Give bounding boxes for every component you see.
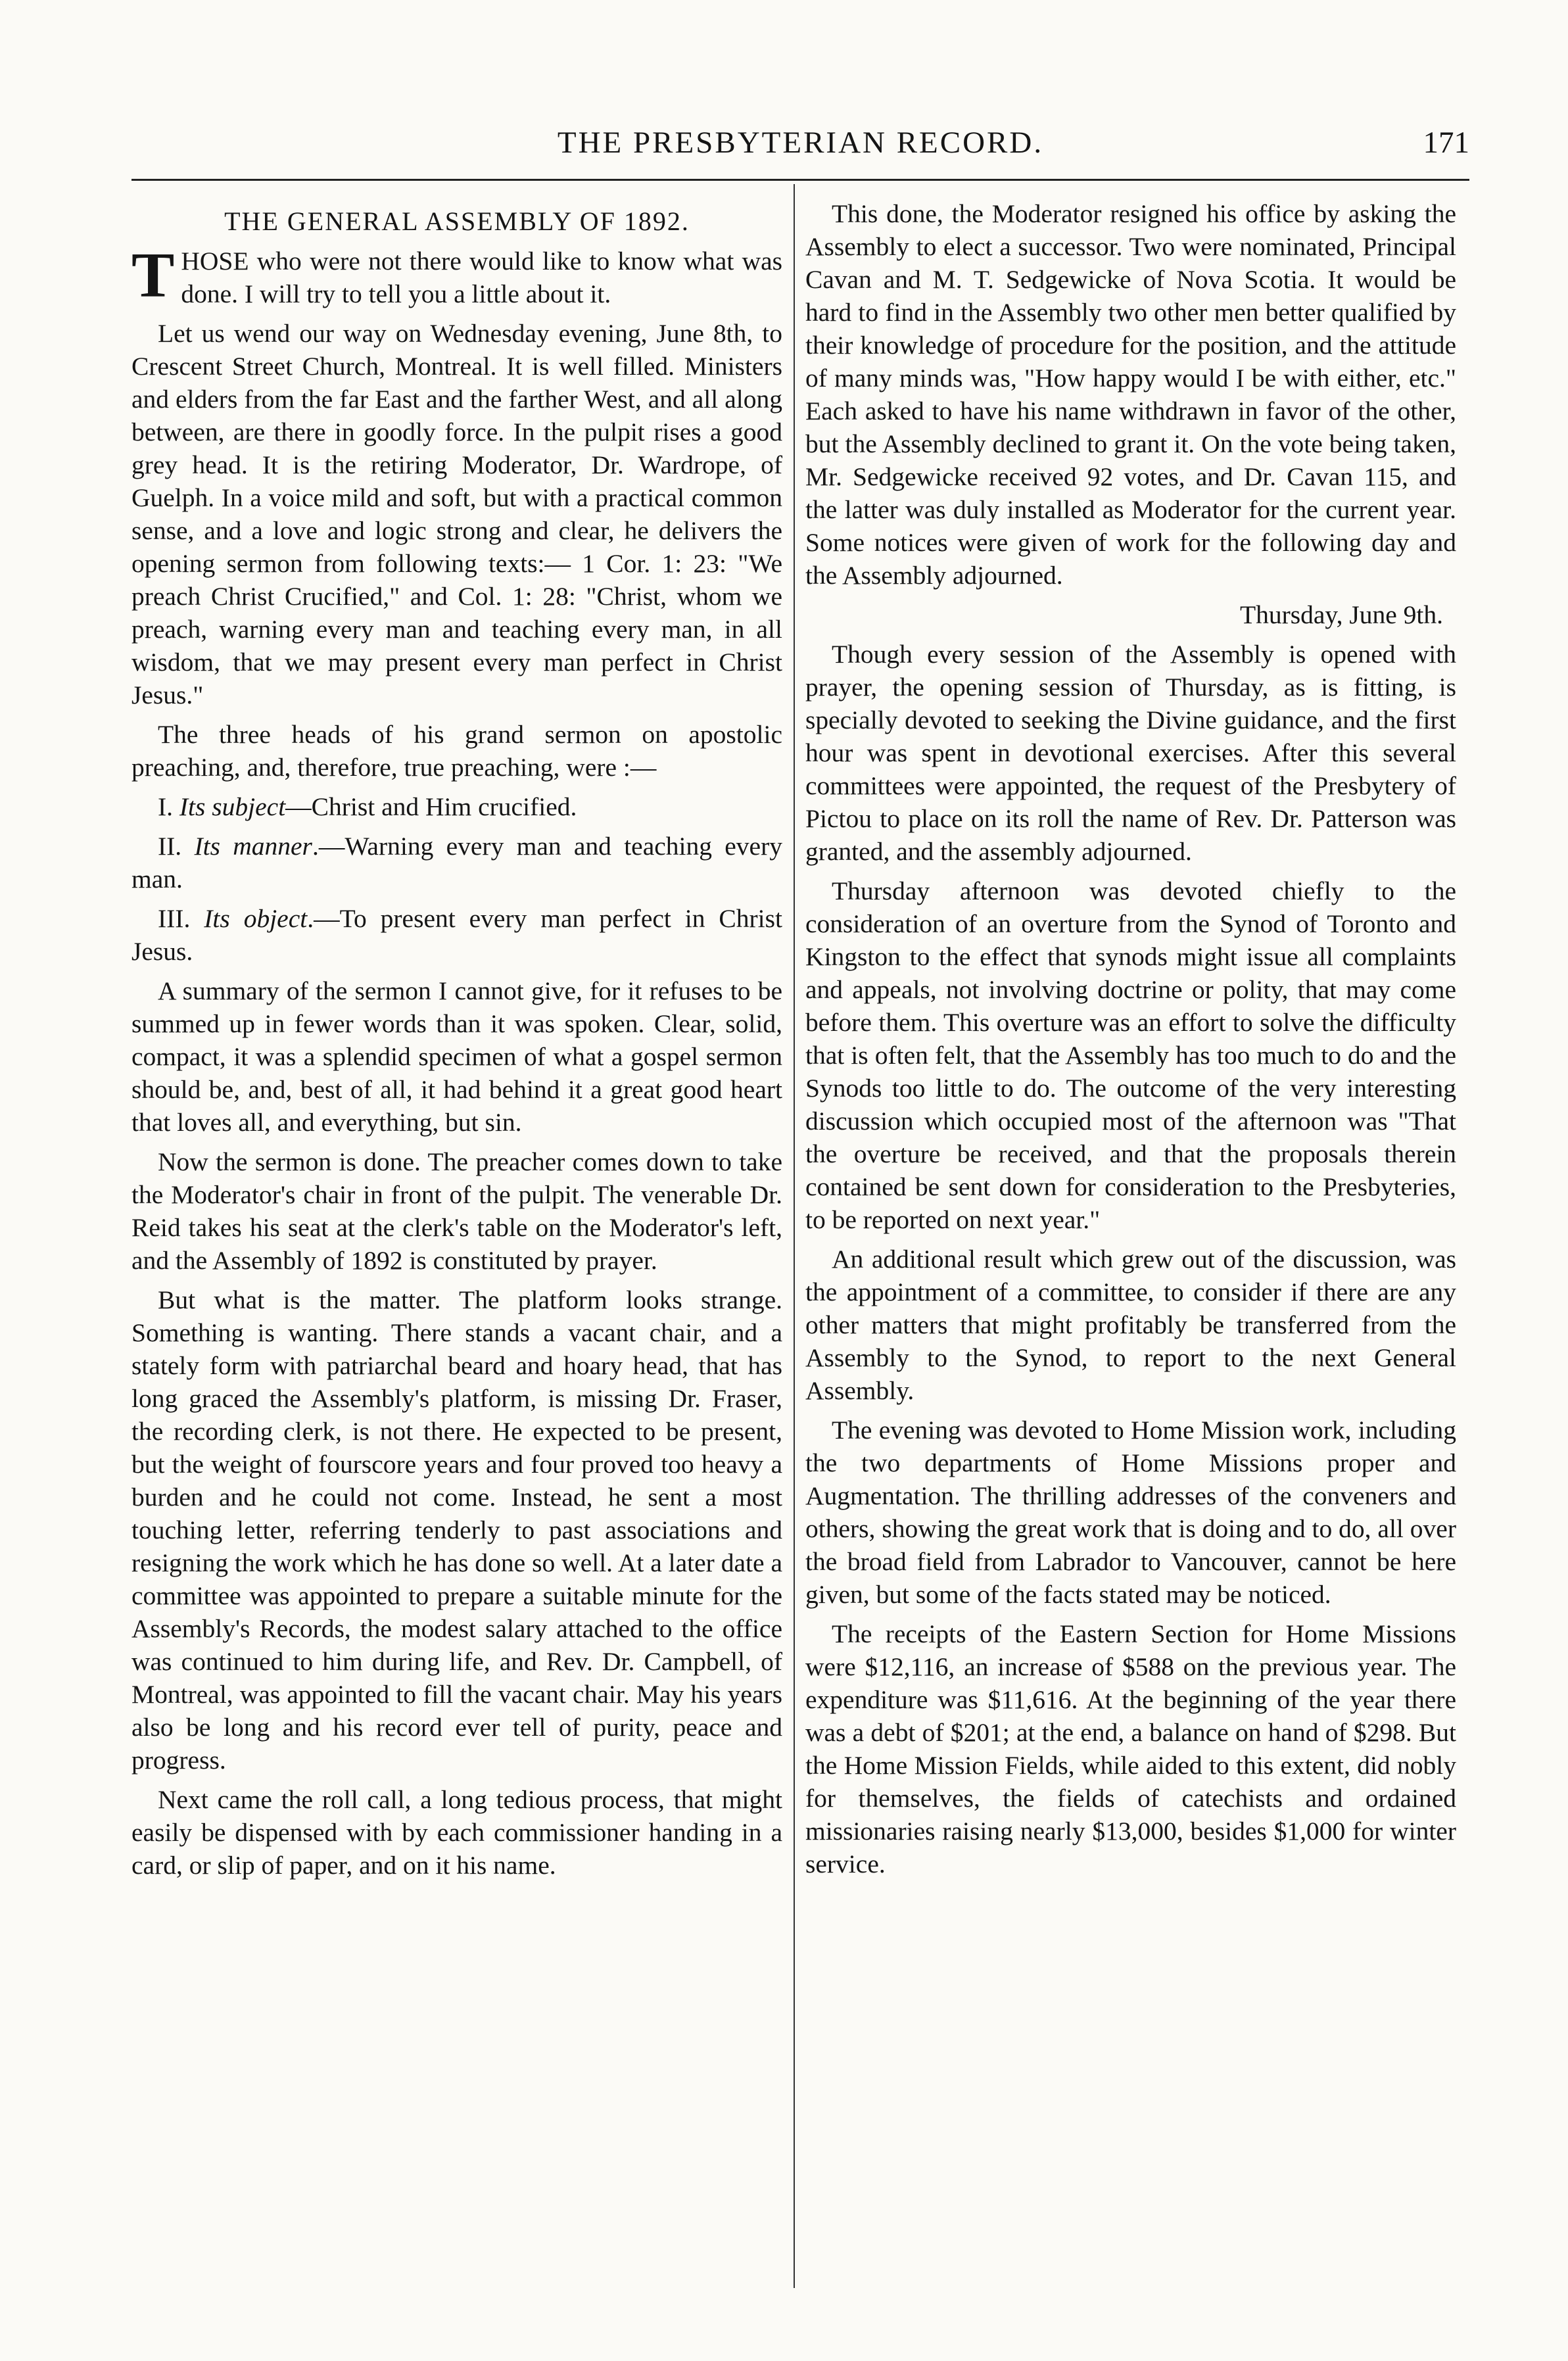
paragraph-vacant-chair: But what is the matter. The platform looks strange. Something is wanting. There stands a vacant chair, and a stately form with patriarchal beard and hoary head, that has long graced the Assembly's platform, is missing Dr. Fraser, the recording clerk, is not there. He expected to be present, but the weight of fourscore years and four proved too heavy a burden and he could not come. Instead, he sent a most touching letter, referring tenderly to past associations and resigning the work which he has done so well. At a later date a committee was appointed to prepare a suitable minute for the Assembly's Records, the modest salary attached to the office was continued to him during life, and Rev. Dr. Campbell, of Montreal, was appointed to fill the vacant chair. May his years also be long and his record ever tell of purity, peace and progress. [131, 1285, 782, 1775]
drop-cap: T [131, 240, 175, 311]
sermon-head-1 [131, 790, 782, 823]
paragraph-receipts: The receipts of the Eastern Section for Home Missions were $12,116, an increase of $588 on the previous year. The expenditure was $11,616. At the beginning of the year there was a debt of $201; at the end, a balance on hand of $298. But the Home Mission Fields, while aided to this extent, did nobly for themselves, the fields of catechists and ordained missionaries raising nearly $13,000, besides $1,000 for winter service. [805, 1619, 1456, 1878]
publication-title: THE PRESBYTERIAN RECORD. [557, 126, 1044, 160]
sermon-head-3-number: III. [158, 904, 191, 933]
paragraph-moderator-chair: Now the sermon is done. The preacher comes down to take the Moderator's chair in front of the pulpit. The venerable Dr. Reid takes his seat at the clerk's table on the Moderator's left, and the Assembly of 1892 is constituted by prayer. [131, 1147, 782, 1275]
page-number: 171 [1423, 126, 1469, 160]
sermon-head-1-number: I. [158, 792, 174, 821]
sermon-head-2-label: Its manner [194, 832, 312, 861]
right-column [805, 197, 1456, 1887]
sermon-head-3-text: .—To present every man perfect in Christ Jesus. [131, 904, 783, 966]
sermon-head-2-number: II. [158, 832, 182, 861]
paragraph-overture: Thursday afternoon was devoted chiefly to the consideration of an overture from the Synod of Toronto and Kingston to the effect that synods might issue all complaints and appeals, not involving doctrine or polity, that may come before them. This overture was an effort to solve the difficulty that is often felt, that the Assembly has too much to do and the Synods too little to do. The outcome of the very interesting discussion which occupied most of the afternoon was "That the overture be received, and that the proposals therein contained be sent down for consideration to the Presbyteries, to be reported on next year." [805, 876, 1456, 1234]
sermon-head-1-text: —Christ and Him crucified. [285, 792, 577, 821]
sermon-head-2 [131, 830, 782, 895]
paragraph-moderator-election: This done, the Moderator resigned his office by asking the Assembly to elect a successor. Two were nominated, Principal Cavan and M. T. Sedgewicke of Nova Scotia. It would be hard to find in the Assembly two other men better qualified by their knowledge of procedure for the position, and the attitude of many minds was, "How happy would I be with either, etc." Each asked to have his name withdrawn in favor of the other, but the Assembly declined to grant it. On the vote being taken, Mr. Sedgewicke received 92 votes, and Dr. Cavan 115, and the latter was duly installed as Moderator for the current year. Some notices were given of work for the following day and the Assembly adjourned. [805, 199, 1456, 590]
article-title: THE GENERAL ASSEMBLY OF 1892. [224, 206, 690, 236]
paragraph-opening-sermon: Let us wend our way on Wednesday evening, June 8th, to Crescent Street Church, Montreal. It is well filled. Ministers and elders from the far East and the farther West, and all along between, are there in goodly force. In the pulpit rises a good grey head. It is the retiring Moderator, Dr. Wardrope, of Guelph. In a voice mild and soft, but with a practical common sense, and a love and logic strong and clear, he delivers the opening sermon from following texts:— 1 Cor. 1: 23: "We preach Christ Crucified," and Col. 1: 28: "Christ, whom we preach, warning every man and teaching every man, in all wisdom, that we may present every man perfect in Christ Jesus." [131, 319, 782, 709]
left-column [131, 197, 782, 1888]
paragraph-roll-call: Next came the roll call, a long tedious process, that might easily be dispensed with by each commissioner handing in a card, or slip of paper, and on it his name. [131, 1785, 782, 1880]
header-rule [131, 179, 1469, 181]
paragraph-home-mission: The evening was devoted to Home Mission work, including the two departments of Home Missions proper and Augmentation. The thrilling addresses of the conveners and others, showing the great work that is doing and to do, all over the broad field from Labrador to Vancouver, cannot be here given, but some of the facts stated may be noticed. [805, 1416, 1456, 1609]
date-heading: Thursday, June 9th. [1240, 600, 1443, 629]
sermon-head-3-label: Its object [204, 904, 308, 933]
column-divider [794, 184, 795, 2288]
paragraph-sermon-summary: A summary of the sermon I cannot give, for it refuses to be summed up in fewer words than it was spoken. Clear, solid, compact, it was a splendid specimen of what a gospel sermon should be, and, best of all, it had behind it a great good heart that loves all, and everything, but sin. [131, 976, 782, 1137]
paragraph-committee: An additional result which grew out of the discussion, was the appointment of a committee, to consider if there are any other matters that might profitably be transferred from the Assembly to the Synod, to report to the next General Assembly. [805, 1245, 1456, 1405]
sermon-head-3 [131, 902, 782, 968]
intro-text: HOSE who were not there would like to know what was done. I will try to tell you a little about it. [181, 247, 782, 308]
paragraph-three-heads: The three heads of his grand sermon on apostolic preaching, and, therefore, true preaching, were :— [131, 720, 782, 782]
paragraph-thursday-session: Though every session of the Assembly is opened with prayer, the opening session of Thursday, as is fitting, is specially devoted to seeking the Divine guidance, and the first hour was spent in devotional exercises. After this several committees were appointed, the request of the Presbytery of Pictou to place on its roll the name of Rev. Dr. Patterson was granted, and the assembly adjourned. [805, 640, 1456, 866]
sermon-head-1-label: Its subject [179, 792, 286, 821]
running-header [131, 125, 1469, 171]
intro-paragraph [131, 240, 782, 311]
sermon-head-2-text: .—Warning every man and teaching every man. [131, 832, 782, 894]
